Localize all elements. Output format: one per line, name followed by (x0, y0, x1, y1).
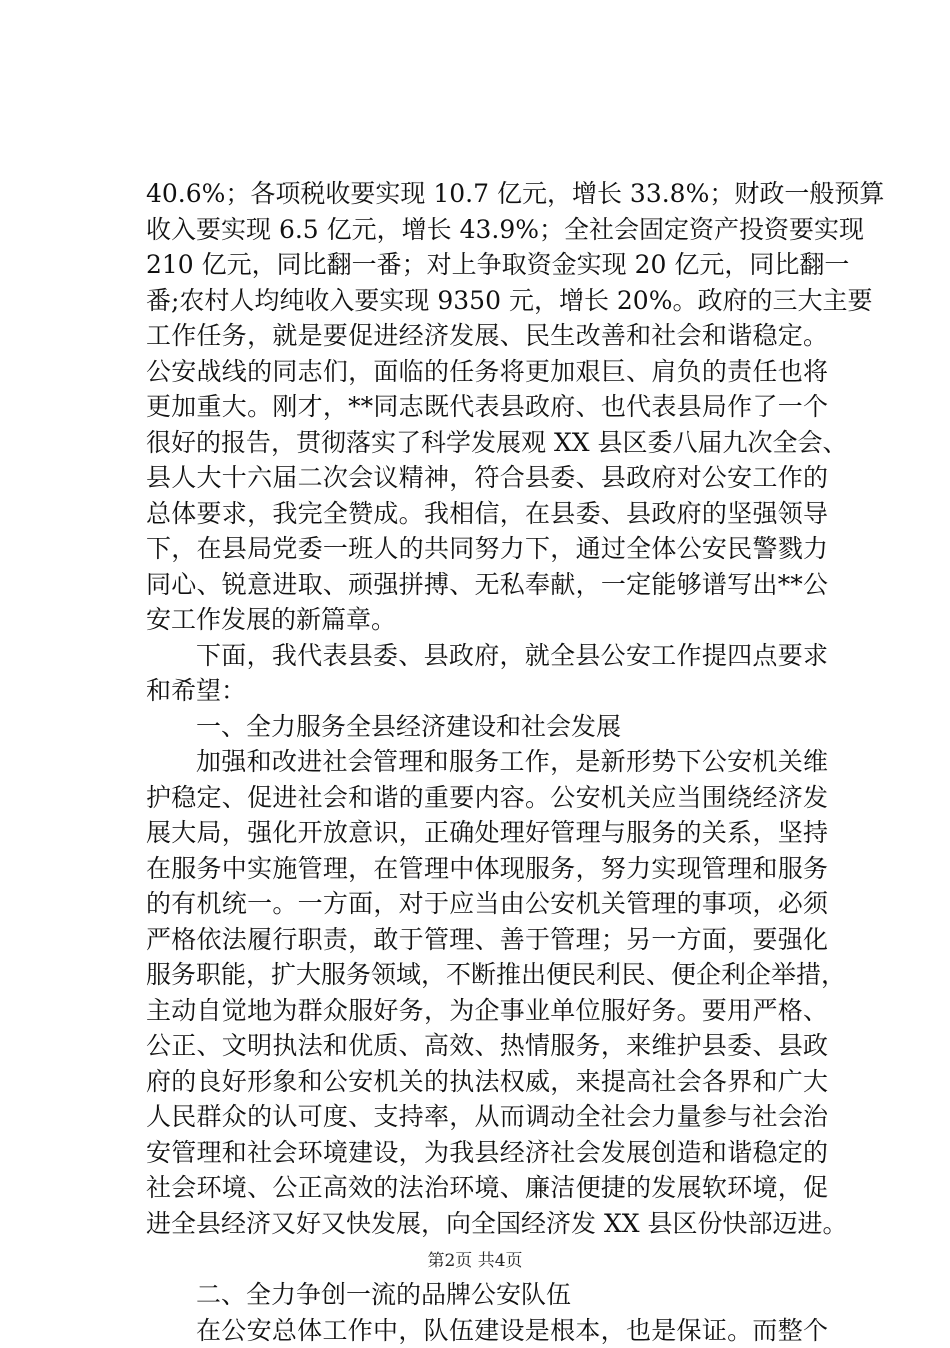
text-line: 服务职能，扩大服务领域，不断推出便民利民、便企利企举措， (146, 957, 828, 993)
text-line: 下，在县局党委一班人的共同努力下，通过全体公安民警戮力 (146, 531, 828, 567)
text-line: 很好的报告，贯彻落实了科学发展观 XX 县区委八届九次全会、 (146, 425, 828, 461)
text-line: 210 亿元，同比翻一番；对上争取资金实现 20 亿元，同比翻一 (146, 247, 828, 283)
page-footer: 第2页 共4页 (0, 1246, 950, 1271)
text-line: 严格依法履行职责，敢于管理、善于管理；另一方面，要强化 (146, 922, 828, 958)
intro-paragraph (146, 638, 828, 709)
text-line: 更加重大。刚才，**同志既代表县政府、也代表县局作了一个 (146, 389, 828, 425)
section-paragraph (146, 744, 828, 1241)
document-body (146, 176, 828, 1348)
text-line: 安管理和社会环境建设，为我县经济社会发展创造和谐稳定的 (146, 1135, 828, 1171)
text-line: 番;农村人均纯收入要实现 9350 元，增长 20%。政府的三大主要 (146, 283, 828, 319)
text-line: 公正、文明执法和优质、高效、热情服务，来维护县委、县政 (146, 1028, 828, 1064)
text-line: 主动自觉地为群众服好务，为企事业单位服好务。要用严格、 (146, 993, 828, 1029)
text-line: 进全县经济又好又快发展，向全国经济发 XX 县区份快部迈进。 (146, 1206, 828, 1242)
text-line: 40.6%；各项税收要实现 10.7 亿元，增长 33.8%；财政一般预算 (146, 176, 828, 212)
text-line: 安工作发展的新篇章。 (146, 602, 828, 638)
text-line: 和希望： (146, 673, 828, 709)
section-heading: 一、全力服务全县经济建设和社会发展 (146, 709, 828, 745)
section-heading: 二、全力争创一流的品牌公安队伍 (146, 1277, 828, 1313)
text-line: 人民群众的认可度、支持率，从而调动全社会力量参与社会治 (146, 1099, 828, 1135)
text-line: 县人大十六届二次会议精神，符合县委、县政府对公安工作的 (146, 460, 828, 496)
text-line: 的有机统一。一方面，对于应当由公安机关管理的事项，必须 (146, 886, 828, 922)
text-line: 在服务中实施管理，在管理中体现服务，努力实现管理和服务 (146, 851, 828, 887)
text-line: 护稳定、促进社会和谐的重要内容。公安机关应当围绕经济发 (146, 780, 828, 816)
text-line: 社会环境、公正高效的法治环境、廉洁便捷的发展软环境，促 (146, 1170, 828, 1206)
text-line: 总体要求，我完全赞成。我相信，在县委、县政府的坚强领导 (146, 496, 828, 532)
text-line: 府的良好形象和公安机关的执法权威，来提高社会各界和广大 (146, 1064, 828, 1100)
text-line: 在公安总体工作中，队伍建设是根本，也是保证。而整个 (146, 1313, 828, 1348)
text-line: 展大局，强化开放意识，正确处理好管理与服务的关系，坚持 (146, 815, 828, 851)
text-line: 公安战线的同志们，面临的任务将更加艰巨、肩负的责任也将 (146, 354, 828, 390)
text-line: 加强和改进社会管理和服务工作，是新形势下公安机关维 (146, 744, 828, 780)
section-paragraph (146, 1313, 828, 1348)
paragraph-continuation (146, 176, 828, 638)
text-line: 收入要实现 6.5 亿元，增长 43.9%；全社会固定资产投资要实现 (146, 212, 828, 248)
text-line: 下面，我代表县委、县政府，就全县公安工作提四点要求 (146, 638, 828, 674)
text-line: 同心、锐意进取、顽强拼搏、无私奉献，一定能够谱写出**公 (146, 567, 828, 603)
text-line: 工作任务，就是要促进经济发展、民生改善和社会和谐稳定。 (146, 318, 828, 354)
